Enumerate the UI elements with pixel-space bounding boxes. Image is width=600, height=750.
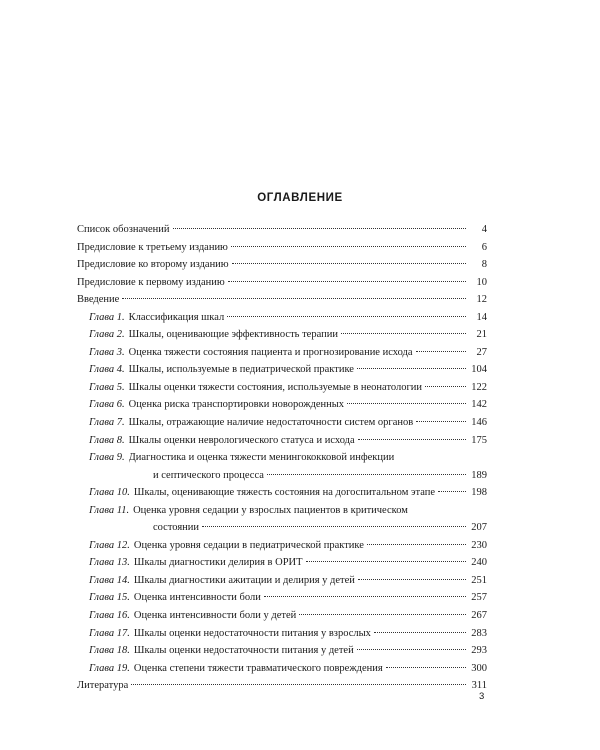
entry-page: 311	[471, 680, 487, 692]
toc-entry	[77, 607, 487, 625]
entry-title: Оценка уровня седации у взрослых пациентов в критическом	[133, 504, 408, 516]
entry-page: 104	[471, 364, 487, 376]
dot-leader	[357, 368, 466, 369]
entry-page: 6	[481, 241, 487, 253]
chapter-number: Глава 5.	[89, 381, 125, 393]
dot-leader	[299, 614, 466, 615]
dot-leader	[122, 298, 466, 299]
entry-title: Диагностика и оценка тяжести менингококковой инфекции	[128, 452, 395, 464]
entry-title: Введение	[77, 294, 120, 306]
entry-title: Оценка уровня седации в педиатрической практике	[133, 539, 364, 551]
entry-title: Шкалы, используемые в педиатрической практике	[128, 364, 354, 376]
chapter-number: Глава 10.	[89, 487, 130, 499]
entry-title: Предисловие к третьему изданию	[77, 241, 228, 253]
entry-page: 27	[476, 346, 487, 358]
entry-title: Оценка тяжести состояния пациента и прогнозирование исхода	[128, 346, 413, 358]
entry-page: 14	[476, 311, 487, 323]
dot-leader	[416, 421, 466, 422]
chapter-number: Глава 18.	[89, 645, 130, 657]
dot-leader	[438, 491, 466, 492]
toc-entry	[77, 291, 487, 309]
dot-leader	[358, 579, 466, 580]
entry-title: Шкалы, оценивающие тяжесть состояния на догоспитальном этапе	[133, 487, 436, 499]
dot-leader	[232, 263, 466, 264]
entry-title: Классификация шкал	[128, 311, 225, 323]
entry-page: 230	[471, 539, 487, 551]
entry-title: Предисловие ко второму изданию	[77, 259, 229, 271]
entry-title: Шкалы оценки тяжести состояния, используемые в неонатологии	[128, 381, 423, 393]
entry-page: 240	[471, 557, 487, 569]
entry-page: 122	[471, 381, 487, 393]
entry-page: 207	[471, 522, 487, 534]
entry-page: 175	[471, 434, 487, 446]
dot-leader	[341, 333, 466, 334]
toc-entry	[77, 537, 487, 555]
chapter-number: Глава 13.	[89, 557, 130, 569]
chapter-number: Глава 3.	[89, 346, 125, 358]
toc-entry	[77, 642, 487, 660]
entry-page: 257	[471, 592, 487, 604]
toc-entry	[77, 484, 487, 502]
chapter-number: Глава 11.	[89, 504, 130, 516]
dot-leader	[131, 684, 466, 685]
dot-leader	[347, 403, 466, 404]
chapter-number: Глава 19.	[89, 662, 130, 674]
toc-entry	[77, 361, 487, 379]
dot-leader	[267, 474, 466, 475]
chapter-number: Глава 1.	[89, 311, 125, 323]
entry-page: 198	[471, 487, 487, 499]
toc-entry	[77, 344, 487, 362]
chapter-number: Глава 9.	[89, 452, 125, 464]
chapter-number: Глава 12.	[89, 539, 130, 551]
entry-page: 142	[471, 399, 487, 411]
entry-title: Шкалы оценки недостаточности питания у взрослых	[133, 627, 371, 639]
dot-leader	[358, 439, 466, 440]
dot-leader	[264, 596, 466, 597]
toc-entry	[77, 572, 487, 590]
toc-heading: ОГЛАВЛЕНИЕ	[257, 192, 343, 204]
toc-list	[77, 221, 487, 695]
dot-leader	[357, 649, 466, 650]
entry-title: Шкалы диагностики ажитации и делирия у детей	[133, 574, 355, 586]
toc-entry	[77, 274, 487, 292]
toc-entry	[77, 660, 487, 678]
entry-title: Шкалы, оценивающие эффективность терапии	[128, 329, 338, 341]
toc-entry	[77, 432, 487, 450]
page-number: 3	[479, 691, 485, 702]
toc-entry	[77, 256, 487, 274]
dot-leader	[306, 561, 466, 562]
entry-page: 300	[471, 662, 487, 674]
dot-leader	[386, 667, 466, 668]
entry-page: 10	[476, 276, 487, 288]
dot-leader	[202, 526, 466, 527]
dot-leader	[425, 386, 466, 387]
chapter-number: Глава 2.	[89, 329, 125, 341]
entry-title: Шкалы, отражающие наличие недостаточности систем органов	[128, 417, 414, 429]
entry-title: Оценка интенсивности боли	[133, 592, 261, 604]
entry-page: 4	[481, 224, 487, 235]
entry-page: 8	[481, 259, 487, 271]
dot-leader	[228, 281, 466, 282]
entry-title: Список обозначений	[77, 224, 170, 235]
toc-entry	[77, 379, 487, 397]
chapter-number: Глава 15.	[89, 592, 130, 604]
entry-title: Шкалы оценки недостаточности питания у детей	[133, 645, 354, 657]
dot-leader	[231, 246, 466, 247]
toc-entry	[77, 449, 487, 484]
chapter-number: Глава 14.	[89, 574, 130, 586]
chapter-number: Глава 16.	[89, 610, 130, 622]
chapter-number: Глава 4.	[89, 364, 125, 376]
entry-title: Шкалы оценки неврологического статуса и исхода	[128, 434, 355, 446]
entry-title-continuation: состоянии	[153, 522, 200, 534]
chapter-number: Глава 8.	[89, 434, 125, 446]
entry-title: Оценка степени тяжести травматического повреждения	[133, 662, 383, 674]
toc-entry	[77, 221, 487, 239]
entry-page: 21	[476, 329, 487, 341]
toc-entry	[77, 589, 487, 607]
toc-entry	[77, 677, 487, 695]
chapter-number: Глава 17.	[89, 627, 130, 639]
toc-entry	[77, 239, 487, 257]
entry-title: Предисловие к первому изданию	[77, 276, 225, 288]
entry-title: Литература	[77, 680, 129, 692]
entry-page: 267	[471, 610, 487, 622]
entry-page: 146	[471, 417, 487, 429]
entry-page: 12	[476, 294, 487, 306]
toc-entry	[77, 554, 487, 572]
toc-entry	[77, 396, 487, 414]
toc-entry	[77, 414, 487, 432]
dot-leader	[374, 632, 466, 633]
dot-leader	[367, 544, 466, 545]
dot-leader	[227, 316, 466, 317]
entry-title: Шкалы диагностики делирия в ОРИТ	[133, 557, 303, 569]
dot-leader	[173, 228, 466, 229]
chapter-number: Глава 6.	[89, 399, 125, 411]
entry-page: 251	[471, 574, 487, 586]
entry-page: 293	[471, 645, 487, 657]
toc-entry	[77, 502, 487, 537]
entry-title: Оценка интенсивности боли у детей	[133, 610, 297, 622]
entry-title: Оценка риска транспортировки новорожденных	[128, 399, 345, 411]
chapter-number: Глава 7.	[89, 417, 125, 429]
entry-title-continuation: и септического процесса	[153, 469, 264, 481]
toc-entry	[77, 625, 487, 643]
entry-page: 283	[471, 627, 487, 639]
dot-leader	[416, 351, 466, 352]
toc-entry	[77, 326, 487, 344]
toc-entry	[77, 309, 487, 327]
entry-page: 189	[471, 469, 487, 481]
